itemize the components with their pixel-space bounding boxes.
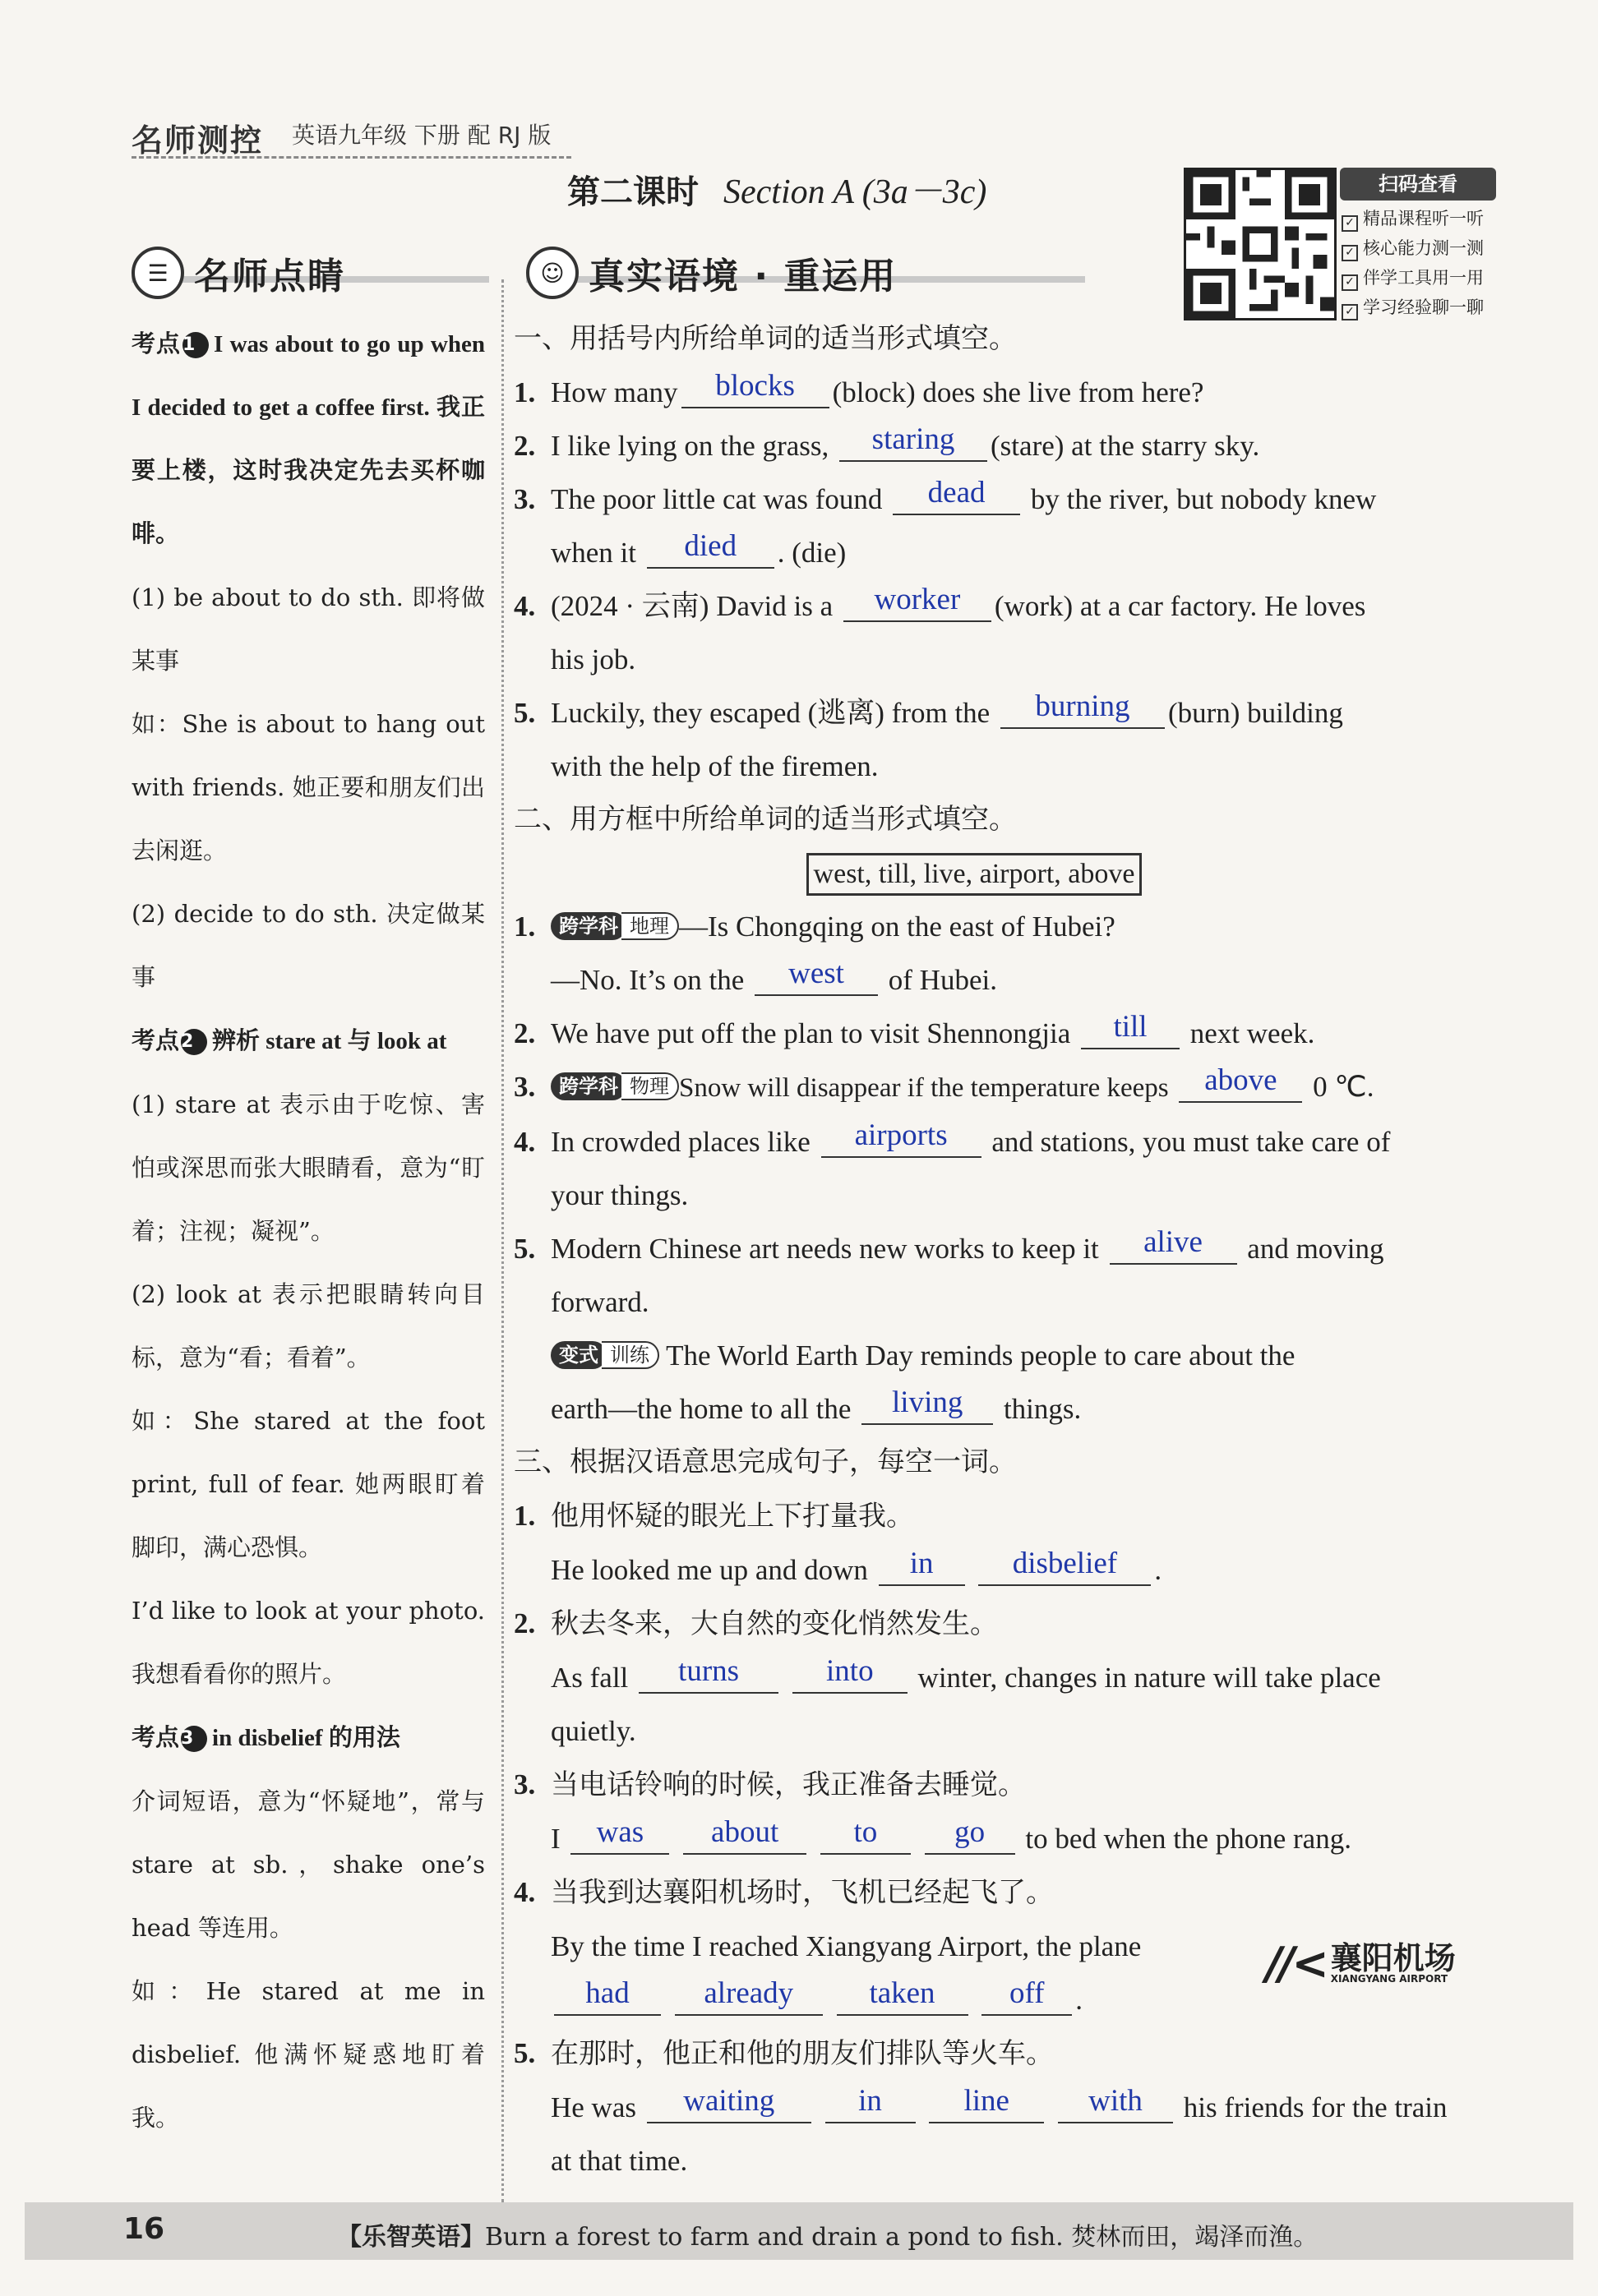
left-section-title: 名师点睛 (194, 256, 345, 297)
brand-name: 名师测控 (132, 122, 264, 159)
word-box-row (514, 846, 1500, 900)
exercise-item: 2. We have put off the plan to visit Shennongjia till next week. (514, 1007, 1500, 1060)
answer-blank[interactable]: taken (837, 1973, 968, 2016)
number-badge: 1 (182, 332, 209, 358)
answer-blank[interactable]: dead (893, 473, 1020, 515)
answer-blank[interactable]: to (820, 1812, 911, 1855)
book-info: 英语九年级 下册 配 RJ 版 (292, 122, 552, 149)
point-1-heading: 考点1 I was about to go up when I decided to get a coffee first. 我正要上楼，这时我决定先去买杯咖啡。 (132, 330, 485, 547)
exercise-item-cont: forward. (551, 1286, 649, 1318)
point-2-line: (2) look at 表示把眼睛转向目标，意为“看；看着”。 (132, 1280, 485, 1372)
answer-blank[interactable]: blocks (681, 366, 829, 408)
answer-blank[interactable]: already (675, 1973, 823, 2016)
right-section-banner (526, 242, 897, 303)
answer-blank[interactable]: airports (821, 1115, 981, 1158)
exercise-item-cont: quietly. (551, 1715, 636, 1747)
check-icon: ✓ (1342, 215, 1358, 232)
check-icon: ✓ (1342, 245, 1358, 261)
answer-blank[interactable]: disbelief (978, 1543, 1151, 1586)
check-icon: ✓ (1342, 304, 1358, 320)
lesson-title-en: Section A (3a－3c) (723, 173, 987, 211)
answer-blank[interactable]: west (755, 953, 878, 996)
point-2-line: (1) stare at 表示由于吃惊、害怕或深思而张大眼睛看，意为“盯着；注视；凝视”。 (132, 1090, 485, 1245)
exercise-item-cont: As fall turns into winter, changes in nature will take place (514, 1651, 1500, 1704)
exercise-item-cont: By the time I reached Xiangyang Airport, the plane (551, 1930, 1142, 1962)
word-box: west, till, live, airport, above (806, 853, 1143, 896)
cross-subject-tag: 跨学科 (551, 912, 626, 940)
cross-subject-tag: 跨学科 (551, 1072, 626, 1100)
answer-blank[interactable]: had (554, 1973, 661, 2016)
exercise-item-cont: his job. (551, 643, 636, 675)
exercise-item-cont: your things. (551, 1179, 689, 1211)
scan-item: ✓ 学习经验聊一聊 (1342, 293, 1484, 322)
exercise-item-cont: at that time. (551, 2145, 688, 2177)
scan-badge: 扫码查看 (1340, 168, 1496, 201)
exercise-item: 5. Luckily, they escaped (逃离) from the burning (burn) building (514, 686, 1500, 740)
answer-blank[interactable]: go (925, 1812, 1015, 1855)
point-2-heading: 考点2 辨析 stare at 与 look at (132, 1026, 447, 1054)
column-divider (501, 279, 504, 2202)
exercise-item-cont: He looked me up and down in disbelief . (514, 1543, 1500, 1597)
training-tag: 训练 (602, 1341, 659, 1369)
exercise-item: 3. 当电话铃响的时候，我正准备去睡觉。 (514, 1768, 1026, 1801)
right-section-title: 真实语境 · 重运用 (589, 256, 898, 297)
exercise-item-cont: had already taken off . (514, 1973, 1500, 2026)
page-number: 16 (123, 2212, 165, 2246)
subject-tag: 地理 (621, 912, 679, 940)
book-icon: ☰ (132, 247, 184, 299)
exercise-item: 4. In crowded places like airports and stations, you must take care of (514, 1115, 1500, 1169)
part2-heading: 二、用方框中所给单词的适当形式填空。 (514, 803, 1017, 836)
answer-blank[interactable]: off (981, 1973, 1072, 2016)
lesson-title-cn: 第二课时 (567, 173, 699, 211)
part1-heading: 一、用括号内所给单词的适当形式填空。 (514, 322, 1017, 355)
exercise-item: 3. The poor little cat was found dead by the river, but nobody knew (514, 473, 1500, 526)
footer-tip (337, 2216, 1318, 2252)
scan-item: ✓ 伴学工具用一用 (1342, 263, 1484, 293)
header-divider (132, 156, 571, 159)
exercise-item: 1. How many blocks (block) does she live from here? (514, 366, 1500, 419)
answer-blank[interactable]: into (792, 1651, 908, 1694)
answer-blank[interactable]: waiting (647, 2081, 811, 2123)
footer-text: Burn a forest to farm and drain a pond to fish. 焚林而田，竭泽而渔。 (485, 2223, 1319, 2252)
number-badge: 2 (181, 1029, 207, 1055)
answer-blank[interactable]: living (861, 1382, 993, 1425)
point-3-heading: 考点3 in disbelief 的用法 (132, 1723, 400, 1751)
exercise-item: 4. 当我到达襄阳机场时，飞机已经起飞了。 (514, 1876, 1054, 1909)
point-1-line: (1) be about to do sth. 即将做某事 (132, 583, 485, 675)
answer-blank[interactable]: till (1081, 1007, 1180, 1049)
point-3-line: 介词短语，意为“怀疑地”，常与 stare at sb.，shake one’s head 等连用。 (132, 1787, 485, 1942)
answer-blank[interactable]: in (825, 2081, 916, 2123)
variant-item: 变式 训练 The World Earth Day reminds people to care about the (514, 1329, 1500, 1382)
left-section-banner (132, 242, 345, 303)
answer-blank[interactable]: line (929, 2081, 1044, 2123)
exercise-item: 5. 在那时，他正和他的朋友们排队等火车。 (514, 2037, 1054, 2070)
exercise-item: 1. 跨学科 地理 —Is Chongqing on the east of Hubei? (514, 911, 1115, 943)
answer-blank[interactable]: about (683, 1812, 806, 1855)
answer-blank[interactable]: died (647, 526, 774, 569)
left-column (132, 312, 485, 2150)
airport-name-en: XIANGYANG AIRPORT (1330, 1972, 1448, 1985)
answer-blank[interactable]: staring (839, 419, 987, 462)
part3-heading: 三、根据汉语意思完成句子，每空一词。 (514, 1445, 1017, 1478)
footer-tag: 【乐智英语】 (337, 2223, 485, 2252)
airport-logo (1266, 1938, 1456, 1989)
airport-name: 襄阳机场 (1330, 1939, 1456, 1976)
lesson-title (567, 164, 986, 214)
exercise-item-cont: —No. It’s on the west of Hubei. (514, 953, 1500, 1007)
right-column (514, 312, 1500, 2188)
variant-item-cont: earth—the home to all the living things. (514, 1382, 1500, 1436)
person-icon: ☺ (526, 247, 579, 299)
answer-blank[interactable]: was (570, 1812, 669, 1855)
exercise-item: 2. I like lying on the grass, staring (stare) at the starry sky. (514, 419, 1500, 473)
exercise-item-cont: when it died . (die) (514, 526, 1500, 579)
exercise-item: 2. 秋去冬来，大自然的变化悄然发生。 (514, 1607, 998, 1640)
exercise-item: 4. (2024 · 云南) David is a worker (work) at a car factory. He loves (514, 579, 1500, 633)
answer-blank[interactable]: in (879, 1543, 965, 1586)
point-1-line: 如：She is about to hang out with friends. 她正要和朋友们出去闲逛。 (132, 710, 485, 864)
answer-blank[interactable]: turns (639, 1651, 778, 1694)
airport-logo-icon: //< (1266, 1938, 1326, 1989)
scan-item: ✓ 精品课程听一听 (1342, 204, 1484, 233)
variant-tag: 变式 (551, 1341, 607, 1369)
number-badge: 3 (181, 1726, 207, 1752)
answer-blank[interactable]: above (1179, 1060, 1302, 1103)
point-2-line: 如：She stared at the foot print, full of fear. 她两眼盯着脚印，满心恐惧。 (132, 1407, 485, 1561)
answer-blank[interactable]: alive (1110, 1222, 1237, 1265)
check-icon: ✓ (1342, 274, 1358, 291)
exercise-item: 1. 他用怀疑的眼光上下打量我。 (514, 1500, 914, 1533)
answer-blank[interactable]: with (1058, 2081, 1173, 2123)
exercise-item-cont: with the help of the firemen. (551, 750, 879, 782)
exercise-item-cont: He was waiting in line with his friends for the train (514, 2081, 1500, 2134)
qr-code-icon[interactable] (1184, 168, 1337, 320)
exercise-item: 5. Modern Chinese art needs new works to keep it alive and moving (514, 1222, 1500, 1275)
scan-list (1342, 204, 1484, 322)
point-3-line: 如：He stared at me in disbelief. 他满怀疑惑地盯着我。 (132, 1977, 485, 2132)
answer-blank[interactable]: worker (843, 579, 991, 622)
point-2-line: I’d like to look at your photo. 我想看看你的照片。 (132, 1597, 485, 1688)
exercise-item-cont: I was about to go to bed when the phone rang. (514, 1812, 1500, 1865)
exercise-item: 3. 跨学科 物理 Snow will disappear if the temperature keeps above 0 ℃. (514, 1060, 1500, 1115)
scan-item: ✓ 核心能力测一测 (1342, 233, 1484, 263)
answer-blank[interactable]: burning (1000, 686, 1165, 729)
point-1-line: (2) decide to do sth. 决定做某事 (132, 900, 485, 991)
subject-tag: 物理 (621, 1072, 679, 1100)
